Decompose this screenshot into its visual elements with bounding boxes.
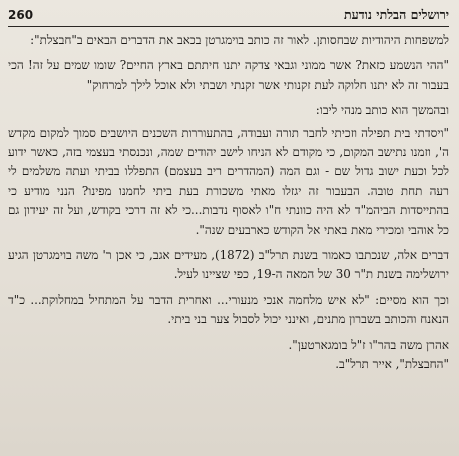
signature-source: "החבצלת", אייר תרל"ב. xyxy=(335,356,449,371)
page-number: 260 xyxy=(8,8,34,22)
quote-paragraph: "ההי הנשמע כזאת? אשר ממוני וגבאי צדקה יתנו חיתתם בארץ החיים? שומו שמים על זה! הכי בעבור זה לא יתנו חלוקה לעת זקנותי אשר זקנתי ושבתי ולא אוכל לילך למרחוק" xyxy=(8,58,449,92)
header-rule xyxy=(8,26,449,27)
running-head xyxy=(8,6,449,23)
paragraph: דברים אלה, שנכתבו כאמור בשנת תרל"ב (1872), מעידים אגב, כי אכן ר' משה בוימגרטן הגיע ירושלימה בשנת ת"ר 30 של המאה ה-19, כפי שציינו לעיל. xyxy=(8,248,449,282)
running-title: ירושלים הבלתי נודעת xyxy=(343,7,449,22)
paragraph: למשפחות היהודיות שבחסותן. לאור זה כותב בוימגרטן בכאב את הדברים הבאים ב"חבצלת": xyxy=(30,33,449,47)
signature-name: אהרן משה בהר"ו ז"ל בומגארטען". xyxy=(288,337,449,352)
quote-paragraph: "ויסדתי בית תפילה וזכיתי לחבר תורה ועבודה, בהתעוררות השכנים היושבים סמוך למקום מקדש ה', וזמנו נתישב המקום, כי מקודם לא הניחו לישב יהודים שמה, ונכנסתי בעצמי בזה, כאשר ידוע לכל וכעת ישוב גדול שם - וגם המה (המהדרים ריב בעצמם) התפללו בביתי ועתה משלמים לי רעה תחת טובה. הבעבור זה יגזלו מאתי משכורת בעת ביתי לחמנו מפינו? הנני מודיע כי בהתייסדות הביהמ"ד לא היה כוונתי ח"ו לאסוף נדבות...כי לא זה דרכי בקודש, ועל זה יעידון גם כל אוהבי ומכירי מאת באתי אל הקודש כארבעים שנה". xyxy=(8,125,449,237)
body-text xyxy=(8,31,449,330)
signature-block xyxy=(8,336,449,374)
quote-paragraph: וכך הוא מסיים: "לא איש מלחמה אנכי מנעורי... ואחרית הדבר על המתחיל במחלוקת... כ"ד הנאנח והכותב בשברון מתנים, ואינני יכול לסבול צער בני ביתי. xyxy=(8,292,449,327)
paragraph: ובהמשך הוא כותב מנהי ליבו: xyxy=(315,103,449,118)
